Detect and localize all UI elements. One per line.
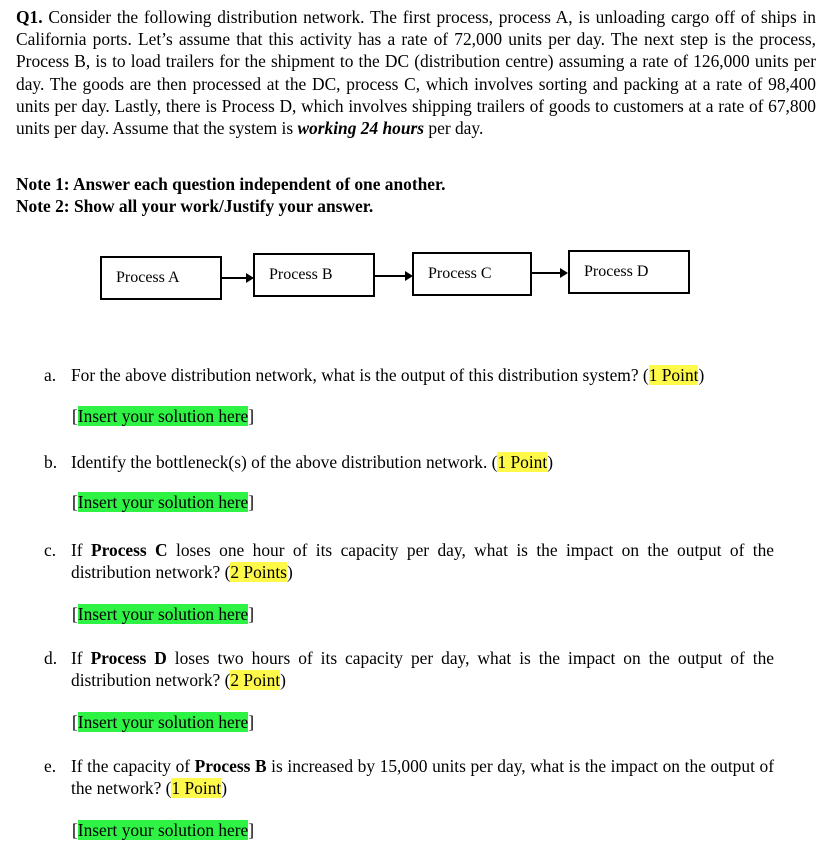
intro-emphasis: working 24 hours (297, 118, 425, 139)
process-b-box: Process B (253, 253, 375, 297)
part-e-label: e. (44, 756, 57, 776)
part-b-points: 1 Point (497, 452, 548, 472)
part-c-bold: Process C (90, 540, 168, 560)
answer-d[interactable]: [Insert your solution here] (72, 712, 255, 732)
part-d-points: 2 Point (230, 670, 281, 690)
part-d-text: loses two hours of its capacity per day, what is the impact on the output of the distribution network? ( (71, 648, 774, 690)
intro-text: Consider the following distribution network. The first process, process A, is unloading cargo off of ships in California ports. Let’s assume that this activity has a rate of 72,000 units per day. The next step is the process, Process B, is to load trailers for the shipment to the DC (distribution centre) assuming a rate of 126,000 units per day. The goods are then processed at the DC, process C, which involves sorting and packing at a rate of 98,400 units per day. Lastly, there is Process D, which involves shipping trailers of goods to customers at a rate of 67,800 units per day. Assume that the system is (16, 7, 816, 139)
process-c-box: Process C (412, 252, 532, 296)
intro-end: per day. (424, 118, 484, 139)
note-2: Note 2: Show all your work/Justify your answer. (16, 196, 374, 216)
note-1: Note 1: Answer each question independent of one another. (16, 174, 446, 194)
arrow-c-d (532, 272, 562, 274)
answer-c-placeholder[interactable]: Insert your solution here (77, 604, 249, 624)
part-e-text: is increased by 15,000 units per day, what is the impact on the output of the network? ( (71, 756, 774, 798)
part-e-bold: Process B (194, 756, 267, 776)
answer-b-placeholder[interactable]: Insert your solution here (77, 492, 249, 512)
part-c-points: 2 Points (230, 562, 287, 582)
part-d-bold: Process D (90, 648, 167, 668)
question-number: Q1. (16, 7, 43, 27)
arrow-b-c (375, 275, 407, 277)
answer-a[interactable]: [Insert your solution here] (72, 406, 255, 426)
part-d-label: d. (44, 648, 58, 668)
answer-b[interactable]: [Insert your solution here] (72, 492, 255, 512)
part-c-text: loses one hour of its capacity per day, what is the impact on the output of the distribution network? ( (71, 540, 774, 582)
question-intro (16, 6, 816, 139)
part-e-points: 1 Point (171, 778, 222, 798)
process-a-box: Process A (100, 256, 222, 300)
part-b-text: Identify the bottleneck(s) of the above distribution network. ( (71, 452, 498, 472)
answer-e[interactable]: [Insert your solution here] (72, 820, 255, 840)
part-a-label: a. (44, 365, 57, 385)
part-a-points: 1 Point (648, 365, 699, 385)
answer-e-placeholder[interactable]: Insert your solution here (77, 820, 249, 840)
answer-d-placeholder[interactable]: Insert your solution here (77, 712, 249, 732)
process-d-box: Process D (568, 250, 690, 294)
arrow-a-b (222, 277, 248, 279)
part-b-label: b. (44, 452, 58, 472)
answer-c[interactable]: [Insert your solution here] (72, 604, 255, 624)
notes (16, 173, 816, 217)
answer-a-placeholder[interactable]: Insert your solution here (77, 406, 249, 426)
part-c-label: c. (44, 540, 57, 560)
part-a-text: For the above distribution network, what is the output of this distribution system? ( (71, 365, 649, 385)
